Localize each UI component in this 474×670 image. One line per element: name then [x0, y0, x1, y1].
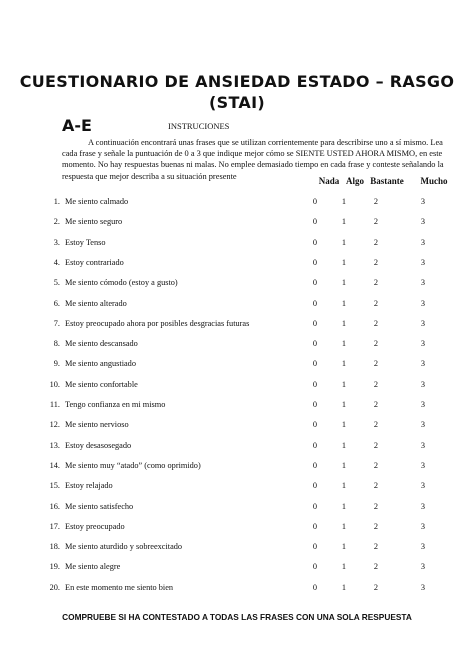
option-bastante[interactable]: 2	[373, 339, 379, 349]
option-mucho[interactable]: 3	[420, 217, 426, 227]
item-number: 12.	[49, 420, 60, 430]
list-item	[0, 197, 474, 217]
option-nada[interactable]: 0	[312, 298, 318, 308]
option-algo[interactable]: 1	[341, 440, 347, 450]
option-mucho[interactable]: 3	[420, 197, 426, 206]
item-number: 2.	[53, 217, 60, 227]
option-mucho[interactable]: 3	[420, 562, 426, 572]
option-nada[interactable]: 0	[312, 420, 318, 430]
option-mucho[interactable]: 3	[420, 440, 426, 450]
item-number: 8.	[53, 339, 60, 349]
option-nada[interactable]: 0	[312, 400, 318, 409]
option-algo[interactable]: 1	[341, 197, 347, 206]
option-bastante[interactable]: 2	[373, 582, 379, 592]
item-statement: Me siento angustiado	[65, 359, 136, 369]
option-mucho[interactable]: 3	[420, 481, 426, 491]
item-statement: Me siento alegre	[65, 562, 121, 572]
option-nada[interactable]: 0	[312, 217, 318, 227]
item-statement: Me siento cómodo (estoy a gusto)	[65, 278, 178, 288]
instructions-text: A continuación encontrará unas frases que se utilizan corrientemente para describirse uno a sí mismo. Lea cada frase y señale la puntuación de 0 a 3 que indique mejor cómo se SIENTE USTED AHORA MISMO, en este momento. No hay respuestas buenas ni malas. No emplee demasiado tiempo en cada frase y conteste señalando la respuesta que mejor describa a su situación presente	[62, 138, 444, 181]
list-item	[0, 420, 474, 440]
list-item	[0, 319, 474, 339]
option-bastante[interactable]: 2	[373, 521, 379, 531]
item-number: 1.	[53, 197, 60, 206]
item-statement: Estoy preocupado	[65, 521, 125, 531]
item-statement: Me siento confortable	[65, 379, 138, 389]
item-number: 3.	[53, 237, 60, 247]
option-mucho[interactable]: 3	[420, 318, 426, 328]
option-algo[interactable]: 1	[341, 521, 347, 531]
list-item	[0, 359, 474, 379]
questionnaire-subtitle: (STAI)	[209, 93, 265, 112]
item-statement: Me siento satisfecho	[65, 501, 134, 511]
list-item	[0, 299, 474, 319]
option-nada[interactable]: 0	[312, 359, 318, 369]
option-algo[interactable]: 1	[341, 339, 347, 349]
option-mucho[interactable]: 3	[420, 359, 426, 369]
option-algo[interactable]: 1	[341, 562, 347, 572]
option-nada[interactable]: 0	[312, 257, 318, 267]
option-mucho[interactable]: 3	[420, 339, 426, 349]
item-number: 18.	[49, 542, 60, 552]
option-bastante[interactable]: 2	[373, 237, 379, 247]
list-item	[0, 481, 474, 501]
list-item	[0, 583, 474, 603]
option-mucho[interactable]: 3	[420, 582, 426, 592]
option-algo[interactable]: 1	[341, 400, 347, 409]
list-item	[0, 502, 474, 522]
option-algo[interactable]: 1	[341, 420, 347, 430]
option-algo[interactable]: 1	[341, 318, 347, 328]
item-number: 10.	[49, 379, 60, 389]
option-algo[interactable]: 1	[341, 379, 347, 389]
option-mucho[interactable]: 3	[420, 278, 426, 288]
option-nada[interactable]: 0	[312, 501, 318, 511]
option-algo[interactable]: 1	[341, 582, 347, 592]
list-item	[0, 339, 474, 359]
item-statement: Tengo confianza en mi mismo	[65, 400, 166, 409]
item-number: 16.	[49, 501, 60, 511]
item-number: 14.	[49, 460, 60, 470]
list-item	[0, 400, 474, 420]
list-item	[0, 217, 474, 237]
footer-note: COMPRUEBE SI HA CONTESTADO A TODAS LAS FRASES CON UNA SOLA RESPUESTA	[62, 612, 412, 622]
option-bastante[interactable]: 2	[373, 298, 379, 308]
option-mucho[interactable]: 3	[420, 237, 426, 247]
list-item	[0, 461, 474, 481]
option-nada[interactable]: 0	[312, 379, 318, 389]
form-code: A-E	[62, 116, 92, 135]
option-nada[interactable]: 0	[312, 521, 318, 531]
item-statement: Estoy contrariado	[65, 257, 124, 267]
option-nada[interactable]: 0	[312, 562, 318, 572]
option-algo[interactable]: 1	[341, 460, 347, 470]
item-number: 4.	[53, 257, 60, 267]
column-header-algo: Algo	[346, 176, 364, 186]
item-number: 5.	[53, 278, 60, 288]
item-statement: Estoy Tenso	[65, 237, 106, 247]
option-nada[interactable]: 0	[312, 582, 318, 592]
questionnaire-title: CUESTIONARIO DE ANSIEDAD ESTADO – RASGO	[19, 72, 455, 91]
item-number: 7.	[53, 318, 60, 328]
option-bastante[interactable]: 2	[373, 562, 379, 572]
option-algo[interactable]: 1	[341, 501, 347, 511]
item-number: 17.	[49, 521, 60, 531]
option-bastante[interactable]: 2	[373, 460, 379, 470]
option-mucho[interactable]: 3	[420, 542, 426, 552]
option-algo[interactable]: 1	[341, 542, 347, 552]
option-nada[interactable]: 0	[312, 197, 318, 206]
column-header-mucho: Mucho	[420, 176, 448, 186]
option-algo[interactable]: 1	[341, 359, 347, 369]
option-nada[interactable]: 0	[312, 318, 318, 328]
item-statement: Me siento aturdido y sobreexcitado	[65, 542, 183, 552]
list-item	[0, 542, 474, 562]
list-item	[0, 278, 474, 298]
option-bastante[interactable]: 2	[373, 257, 379, 267]
item-number: 11.	[49, 400, 60, 409]
item-number: 6.	[53, 298, 60, 308]
column-header-nada: Nada	[318, 176, 340, 186]
list-item	[0, 380, 474, 400]
item-statement: Me siento nervioso	[65, 420, 129, 430]
instructions-heading: INSTRUCIONES	[168, 121, 230, 131]
option-mucho[interactable]: 3	[420, 460, 426, 470]
option-bastante[interactable]: 2	[373, 379, 379, 389]
list-item	[0, 258, 474, 278]
item-number: 15.	[49, 481, 60, 491]
option-mucho[interactable]: 3	[420, 298, 426, 308]
option-bastante[interactable]: 2	[373, 359, 379, 369]
option-nada[interactable]: 0	[312, 278, 318, 288]
option-bastante[interactable]: 2	[373, 501, 379, 511]
option-algo[interactable]: 1	[341, 298, 347, 308]
option-bastante[interactable]: 2	[373, 481, 379, 491]
item-number: 20.	[49, 582, 60, 592]
option-nada[interactable]: 0	[312, 460, 318, 470]
option-bastante[interactable]: 2	[373, 400, 379, 409]
item-statement: Me siento descansado	[65, 339, 138, 349]
item-statement: Estoy relajado	[65, 481, 113, 491]
item-number: 9.	[53, 359, 60, 369]
option-bastante[interactable]: 2	[373, 217, 379, 227]
option-algo[interactable]: 1	[341, 481, 347, 491]
option-mucho[interactable]: 3	[420, 501, 426, 511]
option-bastante[interactable]: 2	[373, 278, 379, 288]
option-algo[interactable]: 1	[341, 278, 347, 288]
list-item	[0, 522, 474, 542]
option-algo[interactable]: 1	[341, 257, 347, 267]
option-bastante[interactable]: 2	[373, 318, 379, 328]
item-statement: Estoy desasosegado	[65, 440, 132, 450]
item-statement: Me siento seguro	[65, 217, 123, 227]
option-mucho[interactable]: 3	[420, 257, 426, 267]
option-mucho[interactable]: 3	[420, 400, 426, 409]
option-algo[interactable]: 1	[341, 217, 347, 227]
list-item	[0, 562, 474, 582]
list-item	[0, 238, 474, 258]
option-nada[interactable]: 0	[312, 237, 318, 247]
option-nada[interactable]: 0	[312, 481, 318, 491]
list-item	[0, 441, 474, 461]
option-mucho[interactable]: 3	[420, 420, 426, 430]
option-bastante[interactable]: 2	[373, 197, 379, 206]
option-bastante[interactable]: 2	[373, 420, 379, 430]
option-mucho[interactable]: 3	[420, 379, 426, 389]
option-algo[interactable]: 1	[341, 237, 347, 247]
option-mucho[interactable]: 3	[420, 521, 426, 531]
option-nada[interactable]: 0	[312, 440, 318, 450]
item-number: 19.	[49, 562, 60, 572]
option-nada[interactable]: 0	[312, 339, 318, 349]
column-header-bastante: Bastante	[370, 176, 404, 186]
item-statement: Me siento muy “atado” (como oprimido)	[65, 460, 201, 470]
option-nada[interactable]: 0	[312, 542, 318, 552]
item-statement: En este momento me siento bien	[65, 582, 174, 592]
item-number: 13.	[49, 440, 60, 450]
option-bastante[interactable]: 2	[373, 440, 379, 450]
item-statement: Me siento calmado	[65, 197, 129, 206]
item-statement: Me siento alterado	[65, 298, 127, 308]
option-bastante[interactable]: 2	[373, 542, 379, 552]
item-statement: Estoy preocupado ahora por posibles desgracias futuras	[65, 318, 250, 328]
